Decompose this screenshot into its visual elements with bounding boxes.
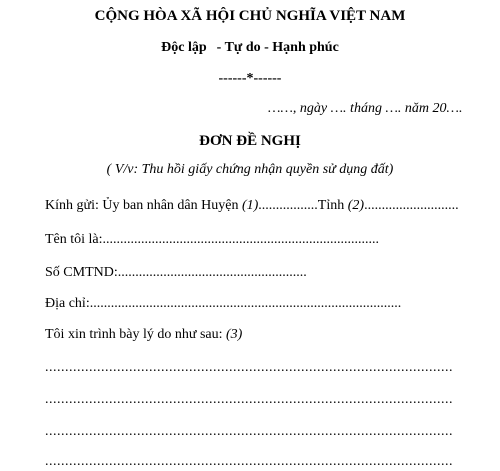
recipient-ref-1: (1): [241, 198, 259, 213]
name-field-line: Tên tôi là:...............................................................................: [45, 232, 380, 247]
motto-part-1: Độc lập: [161, 40, 207, 55]
recipient-dots: ...........................: [364, 198, 459, 213]
blank-line: ......................................................................................................: [45, 454, 453, 469]
blank-line: ......................................................................................................: [45, 392, 453, 407]
date-line: ……, ngày …. tháng …. năm 20….: [268, 101, 463, 116]
recipient-mid: .................Tỉnh: [258, 198, 348, 213]
blank-line: ......................................................................................................: [45, 424, 453, 439]
recipient-row: [45, 198, 459, 214]
reason-label: Tôi xin trình bày lý do như sau:: [45, 327, 227, 342]
reason-ref: (3): [226, 327, 243, 342]
recipient-ref-2: (2): [347, 198, 365, 213]
reason-row: [45, 327, 242, 343]
blank-line: ......................................................................................................: [45, 360, 453, 375]
national-motto: [0, 40, 500, 56]
national-title: CỘNG HÒA XÃ HỘI CHỦ NGHĨA VIỆT NAM: [94, 8, 406, 24]
id-number-field-line: Số CMTND:......................................................: [45, 265, 307, 280]
document-subject: ( V/v: Thu hồi giấy chứng nhận quyền sử dụng đất): [106, 162, 394, 177]
document-title: ĐƠN ĐỀ NGHỊ: [199, 133, 301, 149]
address-field-line: Địa chỉ:.........................................................................................: [45, 296, 402, 311]
header-separator: ------*------: [218, 71, 282, 86]
recipient-label: Kính gửi: Ủy ban nhân dân Huyện: [45, 198, 242, 213]
motto-part-2: - Tự do - Hạnh phúc: [216, 40, 339, 55]
